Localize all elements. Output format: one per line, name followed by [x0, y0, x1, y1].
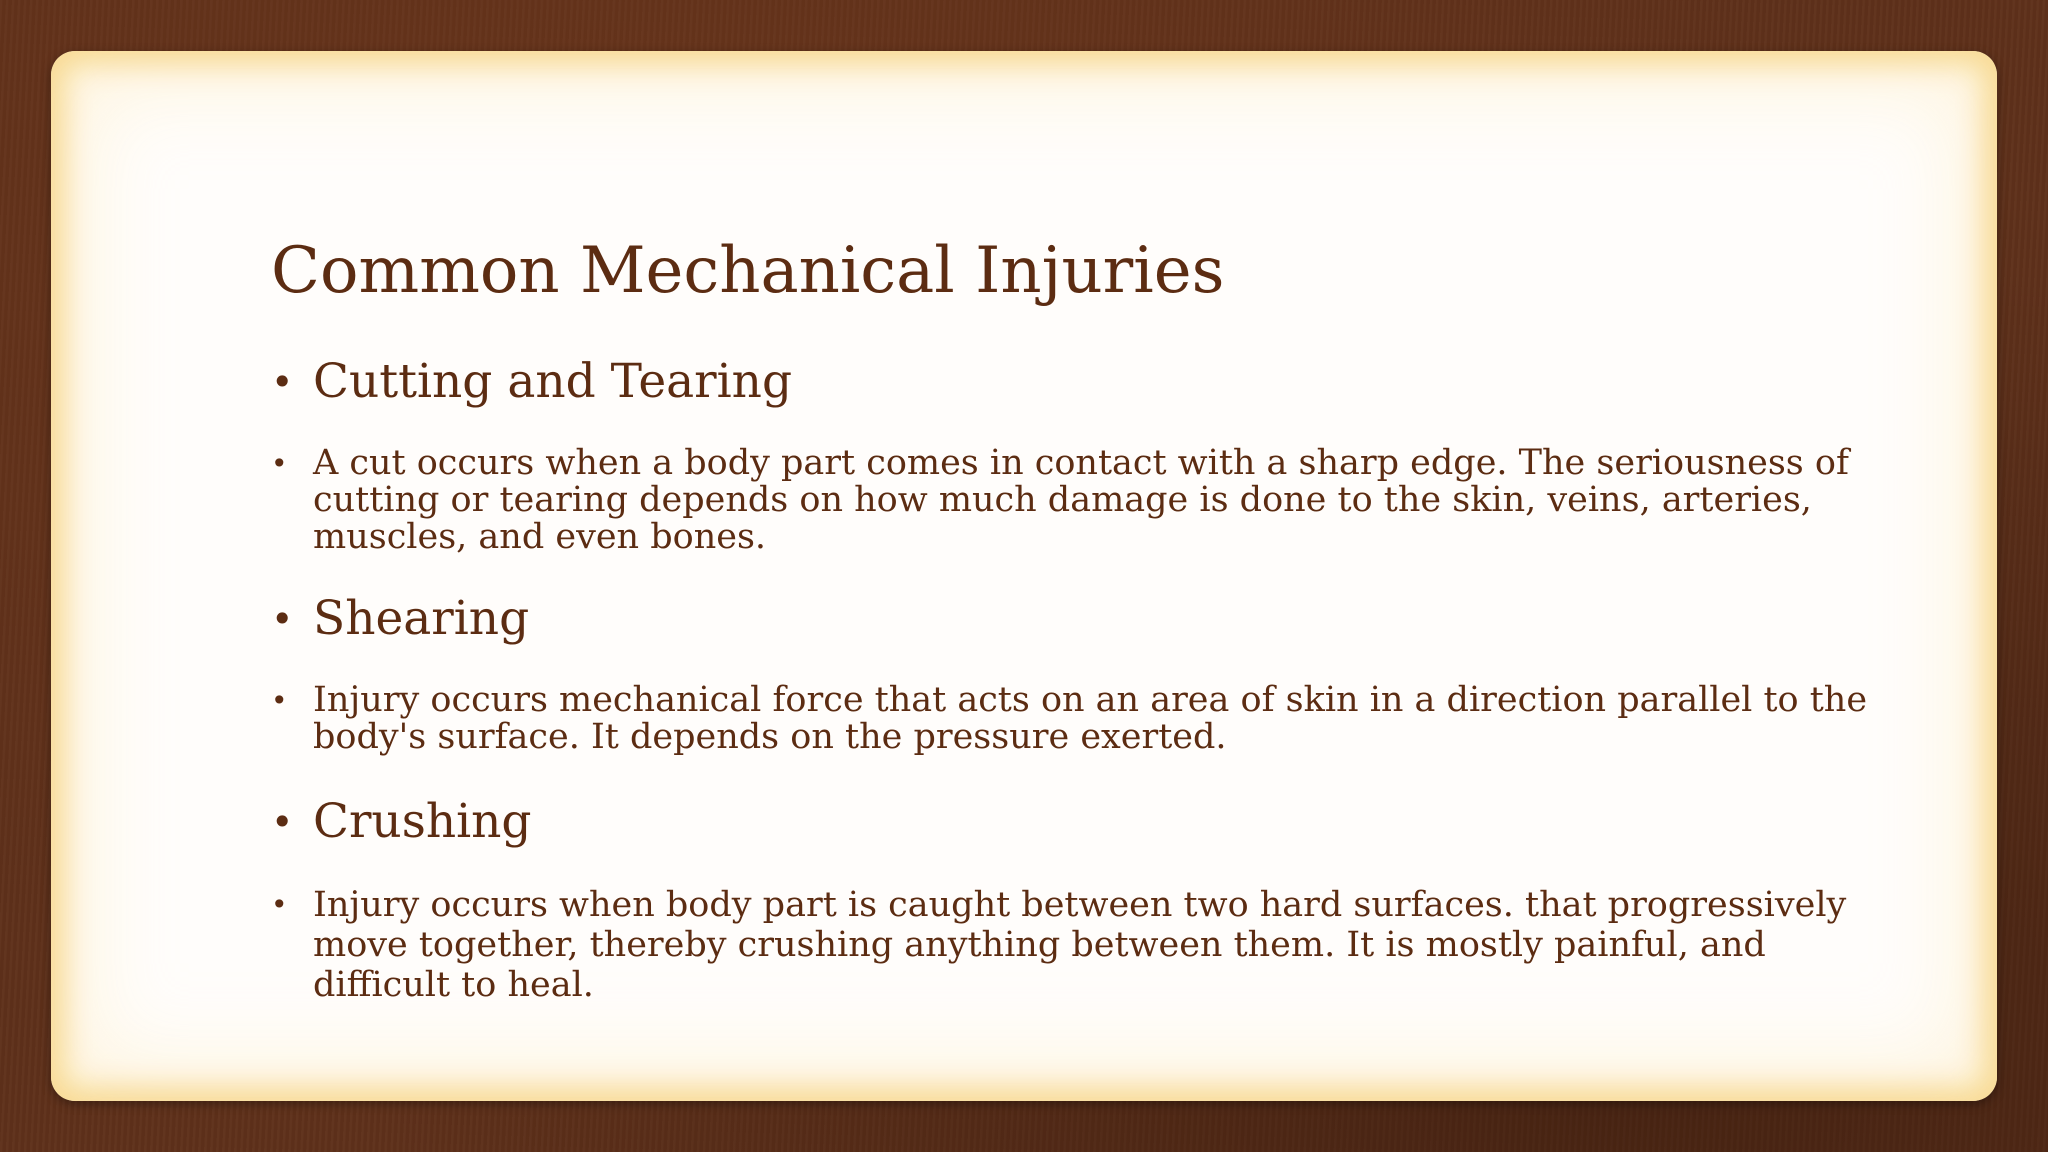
- bullet-heading-text: Cutting and Tearing: [313, 354, 793, 409]
- bullet-body-text: A cut occurs when a body part comes in contact with a sharp edge. The seriousness of cutting or tearing depends on how much damage is done to the skin, veins, arteries, muscles, and even bones.: [313, 443, 1849, 557]
- bullet-body-text: Injury occurs when body part is caught between two hard surfaces. that progressively move together, thereby crushing anything between them. It is mostly painful, and difficult to heal.: [313, 885, 1847, 1005]
- bullet-body-shearing: [271, 682, 1891, 756]
- bullet-body-text: Injury occurs mechanical force that acts on an area of skin in a direction parallel to the body's surface. It depends on the pressure exerted.: [313, 680, 1868, 757]
- bullet-marker: •: [271, 447, 288, 480]
- bullet-body-crushing: [271, 885, 1891, 1005]
- bullet-body-cutting-and-tearing: [271, 445, 1891, 556]
- bullet-marker: •: [271, 360, 294, 404]
- slide-title: Common Mechanical Injuries: [271, 234, 1225, 308]
- bullet-heading-text: Crushing: [313, 794, 532, 849]
- bullet-heading-text: Shearing: [313, 591, 530, 646]
- bullet-heading-cutting-and-tearing: [271, 351, 1891, 413]
- bullet-heading-crushing: [271, 791, 1891, 853]
- bullet-marker: •: [271, 684, 288, 717]
- bullet-heading-shearing: [271, 588, 1891, 650]
- bullet-marker: •: [271, 888, 288, 921]
- bullet-marker: •: [271, 800, 294, 844]
- bullet-marker: •: [271, 597, 294, 641]
- slide-frame: [51, 51, 1997, 1101]
